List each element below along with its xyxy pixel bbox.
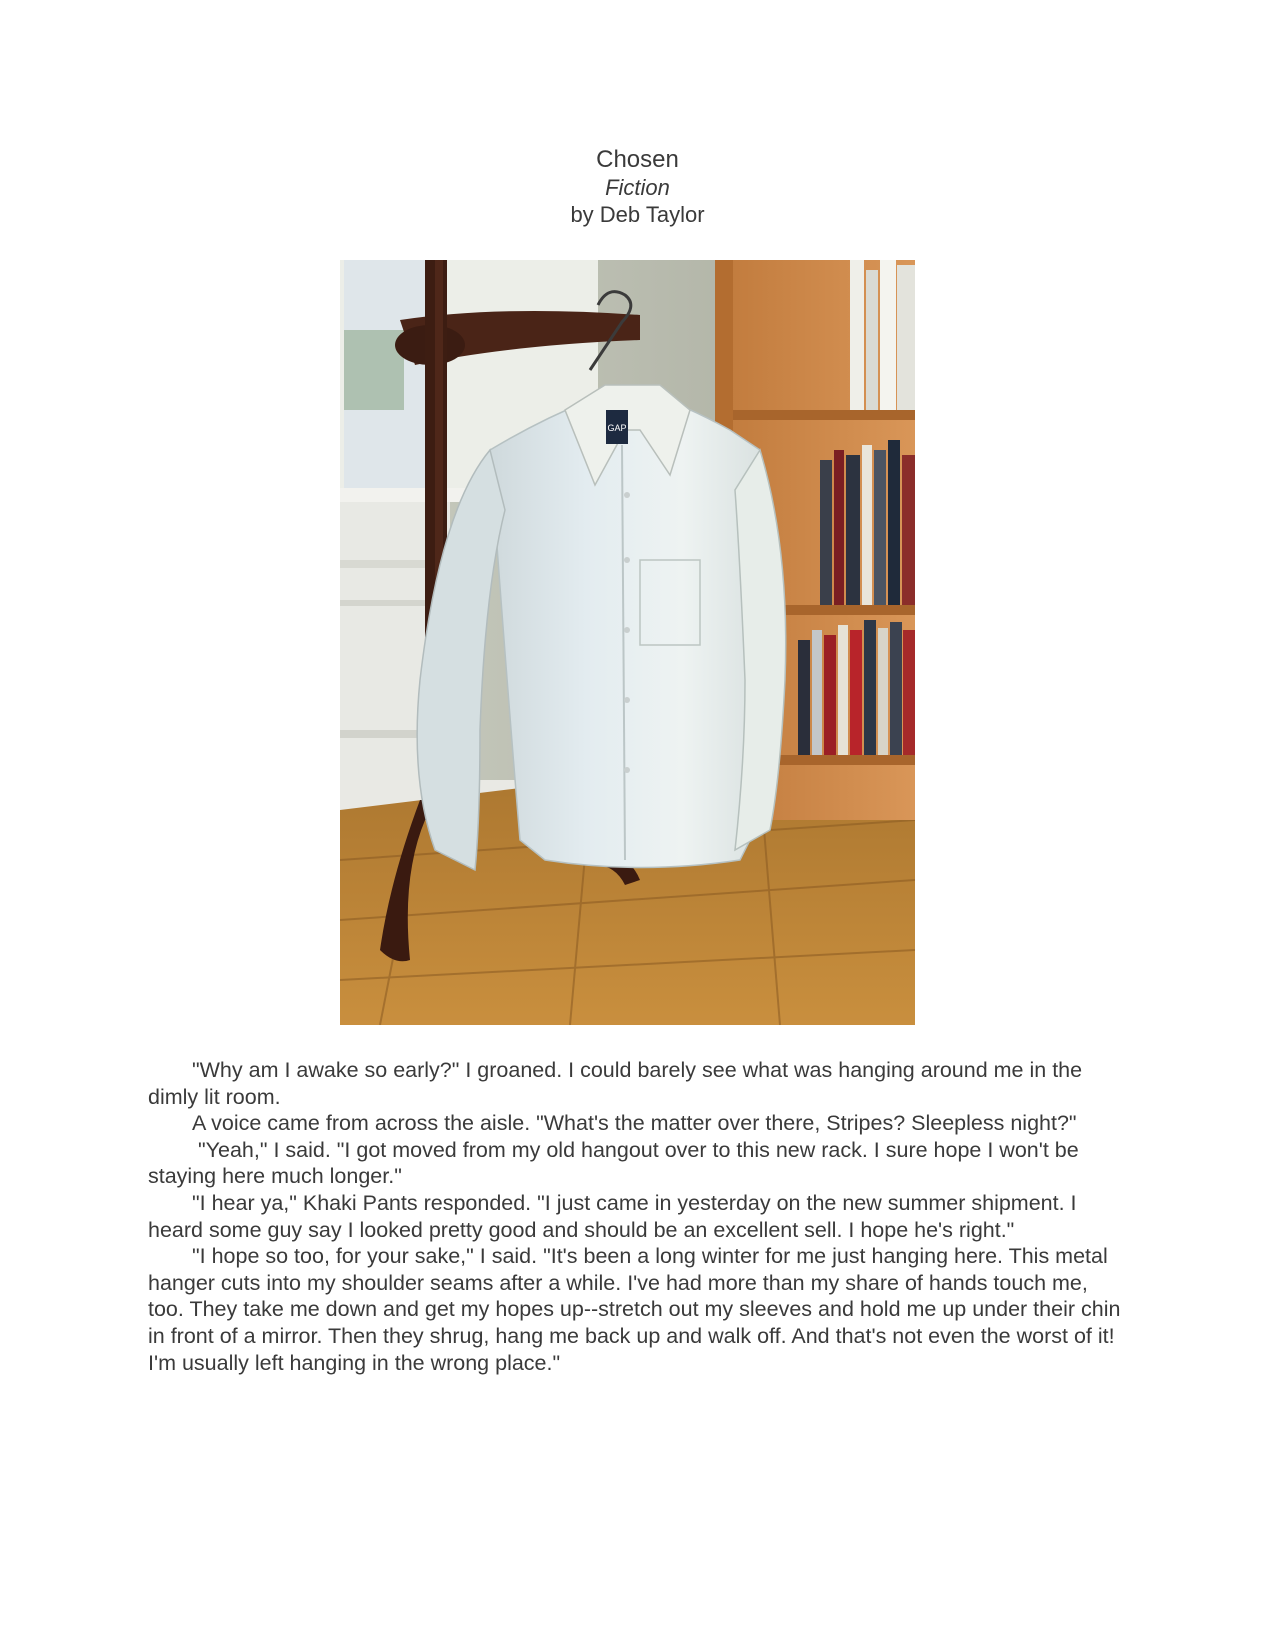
story-header [0, 146, 1275, 229]
story-body [148, 1057, 1123, 1376]
story-byline: by Deb Taylor [570, 202, 705, 227]
story-photo [340, 260, 915, 1025]
story-genre: Fiction [605, 175, 670, 200]
story-paragraph: "I hear ya," Khaki Pants responded. "I just came in yesterday on the new summer shipment. I heard some guy say I looked pretty good and should be an excellent sell. I hope he's right." [148, 1190, 1077, 1242]
story-paragraph: "Yeah," I said. "I got moved from my old hangout over to this new rack. I sure hope I won't be staying here much longer." [148, 1137, 1079, 1189]
story-paragraph: "I hope so too, for your sake," I said. "It's been a long winter for me just hanging here. This metal hanger cuts into my shoulder seams after a while. I've had more than my share of hands touch me, too. They take me down and get my hopes up--stretch out my sleeves and hold me up under their chin in front of a mirror. Then they shrug, hang me back up and walk off. And that's not even the worst of it! I'm usually left hanging in the wrong place." [148, 1244, 1121, 1375]
story-paragraph: A voice came from across the aisle. "What's the matter over there, Stripes? Sleepless night?" [192, 1111, 1077, 1136]
story-paragraph: "Why am I awake so early?" I groaned. I could barely see what was hanging around me in the dimly lit room. [148, 1058, 1083, 1109]
story-title: Chosen [596, 146, 679, 173]
shirt-brand-label: GAP [607, 423, 627, 433]
